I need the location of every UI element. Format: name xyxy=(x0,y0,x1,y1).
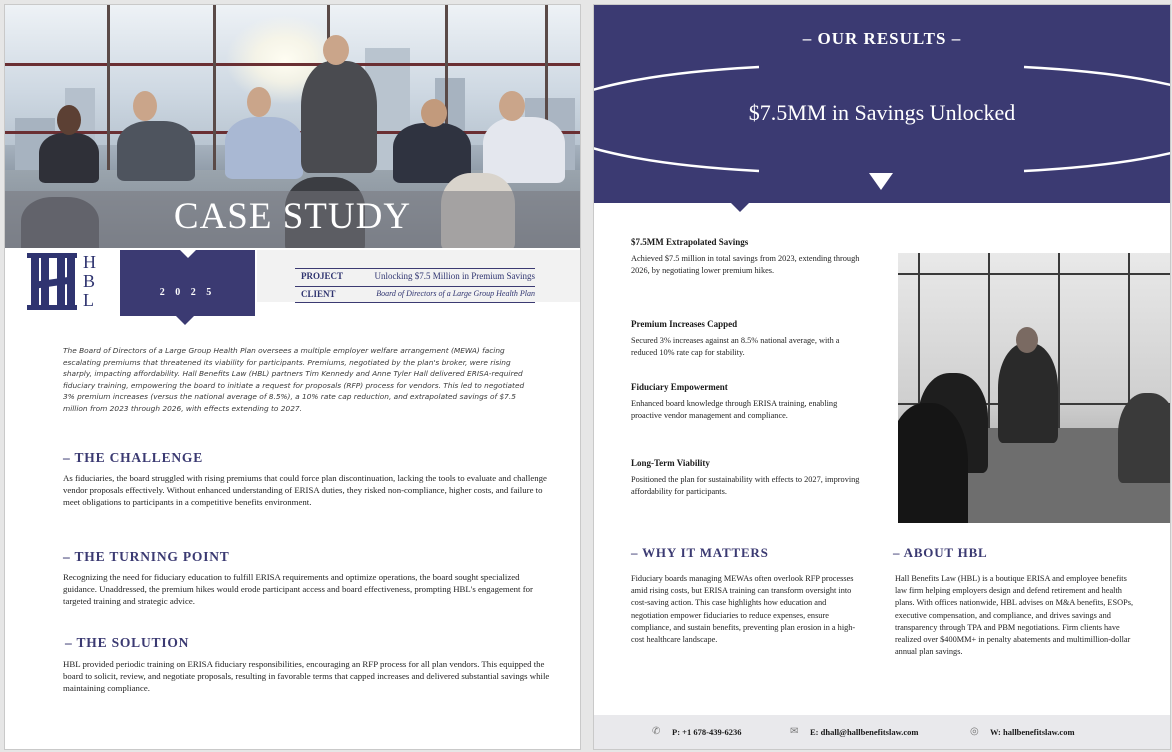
about-hbl-body: Hall Benefits Law (HBL) is a boutique ERISA and employee benefits law firm helping employers design and defend retirement and health plans. With offices nationwide, HBL advises on M&A benefits, ESOPs, executive compensation, and compliance, and drives savings and transparency through TPA and PBM negotiations. Firm clients have realized over $400MM+ in penalty abatements and multimillion-dollar annual plan savings. xyxy=(895,574,1134,657)
results-title: – OUR RESULTS – xyxy=(802,29,962,48)
logo-letter-b: B xyxy=(83,271,96,291)
contact-footer xyxy=(594,715,1170,749)
project-meta xyxy=(257,250,580,302)
result-body-4: Positioned the plan for sustainability with effects to 2027, improving affordability for participants. xyxy=(631,475,860,497)
result-body-2: Secured 3% increases against an 8.5% national average, with a reduced 10% rate cap for stability. xyxy=(631,336,840,358)
solution-body: HBL provided periodic training on ERISA fiduciary responsibilities, encouraging an RFP process for all plan vendors. This equipped the board to solicit, review, and negotiate proposals, resulting in favorable terms that capped increases and delivered substantial savings while maintaining compliance. xyxy=(63,659,550,694)
case-study-title: CASE STUDY xyxy=(173,196,412,237)
down-arrow-icon xyxy=(869,173,893,190)
project-value: Unlocking $7.5 Million in Premium Savings xyxy=(374,271,535,281)
result-title-4: Long-Term Viability xyxy=(631,458,710,468)
why-it-matters-heading: – WHY IT MATTERS xyxy=(631,545,769,560)
challenge-body: As fiduciaries, the board struggled with rising premiums that could force plan discontinuation, lacking the tools to evaluate and challenge vendor proposals effectively. Without enhanced understanding of ERISA duties, they risked non-compliance, higher costs, and failure to meet obligations to participants in a competitive benefits environment. xyxy=(63,473,547,508)
result-title-3: Fiduciary Empowerment xyxy=(631,382,728,392)
turning-point-body: Recognizing the need for fiduciary education to fulfill ERISA requirements and optimize operations, the board sought specialized guidance. Unaddressed, the premium hikes would erode participant access and board effectiveness, prompting HBL's engagement for targeted training and strategic advice. xyxy=(63,572,533,607)
phone-icon: ✆ xyxy=(652,726,661,737)
logo-letter-h: H xyxy=(83,252,96,272)
savings-headline: $7.5MM in Savings Unlocked xyxy=(748,100,1016,125)
footer-phone[interactable]: P: +1 678-439-6236 xyxy=(672,727,742,737)
hero-meeting-photo xyxy=(5,5,580,248)
turning-point-heading: – THE TURNING POINT xyxy=(63,549,230,564)
footer-website[interactable]: W: hallbenefitslaw.com xyxy=(990,727,1075,737)
solution-heading: – THE SOLUTION xyxy=(65,635,190,650)
results-banner xyxy=(594,5,1170,203)
why-it-matters-body: Fiduciary boards managing MEWAs often overlook RFP processes amid rising costs, but ERISA training can transform oversight into cost-saving action. This case highlights how education and negotiation empower fiduciaries to reduce expenses, ensure compliance, and sustain benefits, preventing plan erosion in a high-cost healthcare landscape. xyxy=(631,574,856,645)
result-title-2: Premium Increases Capped xyxy=(631,319,738,329)
about-hbl-heading: – ABOUT HBL xyxy=(893,545,988,560)
footer-email[interactable]: E: dhall@hallbenefitslaw.com xyxy=(810,727,919,737)
result-title-1: $7.5MM Extrapolated Savings xyxy=(631,237,749,247)
envelope-icon: ✉ xyxy=(790,726,799,737)
logo-letter-l: L xyxy=(83,290,94,310)
case-study-page-1 xyxy=(4,4,581,750)
intro-summary: The Board of Directors of a Large Group Health Plan oversees a multiple employer welfare arrangement (MEWA) facing escalating premiums that threatened its viability for participants. Premiums, negotiated by the plan's broker, were rising sharply, impacting affordability. Hall Benefits Law (HBL) partners Tim Kennedy and Anne Tyler Hall delivered ERISA-required fiduciary training, empowering the board to initiate a request for proposals (RFP) process for vendors. This led to negotiated 3% premium increases (versus the national average of 8.5%), a 10% rate cap reduction, and extrapolated savings of $7.5 million from 2023 through 2026, with effects extending to 2027. xyxy=(63,346,525,413)
year-label: 2 0 2 5 xyxy=(159,287,216,298)
client-value: Board of Directors of a Large Group Health Plan xyxy=(376,289,535,298)
result-body-3: Enhanced board knowledge through ERISA training, enabling proactive vendor management and compliance. xyxy=(631,399,838,421)
client-label: CLIENT xyxy=(301,289,336,299)
result-body-1: Achieved $7.5 million in total savings from 2023, extending through 2026, by negotiating lower premium hikes. xyxy=(631,254,860,276)
project-label: PROJECT xyxy=(301,271,344,281)
globe-icon: ◎ xyxy=(970,726,979,737)
hbl-logo xyxy=(27,253,107,313)
boardroom-photo xyxy=(898,253,1170,523)
challenge-heading: – THE CHALLENGE xyxy=(63,450,204,465)
case-study-page-2 xyxy=(593,4,1171,750)
